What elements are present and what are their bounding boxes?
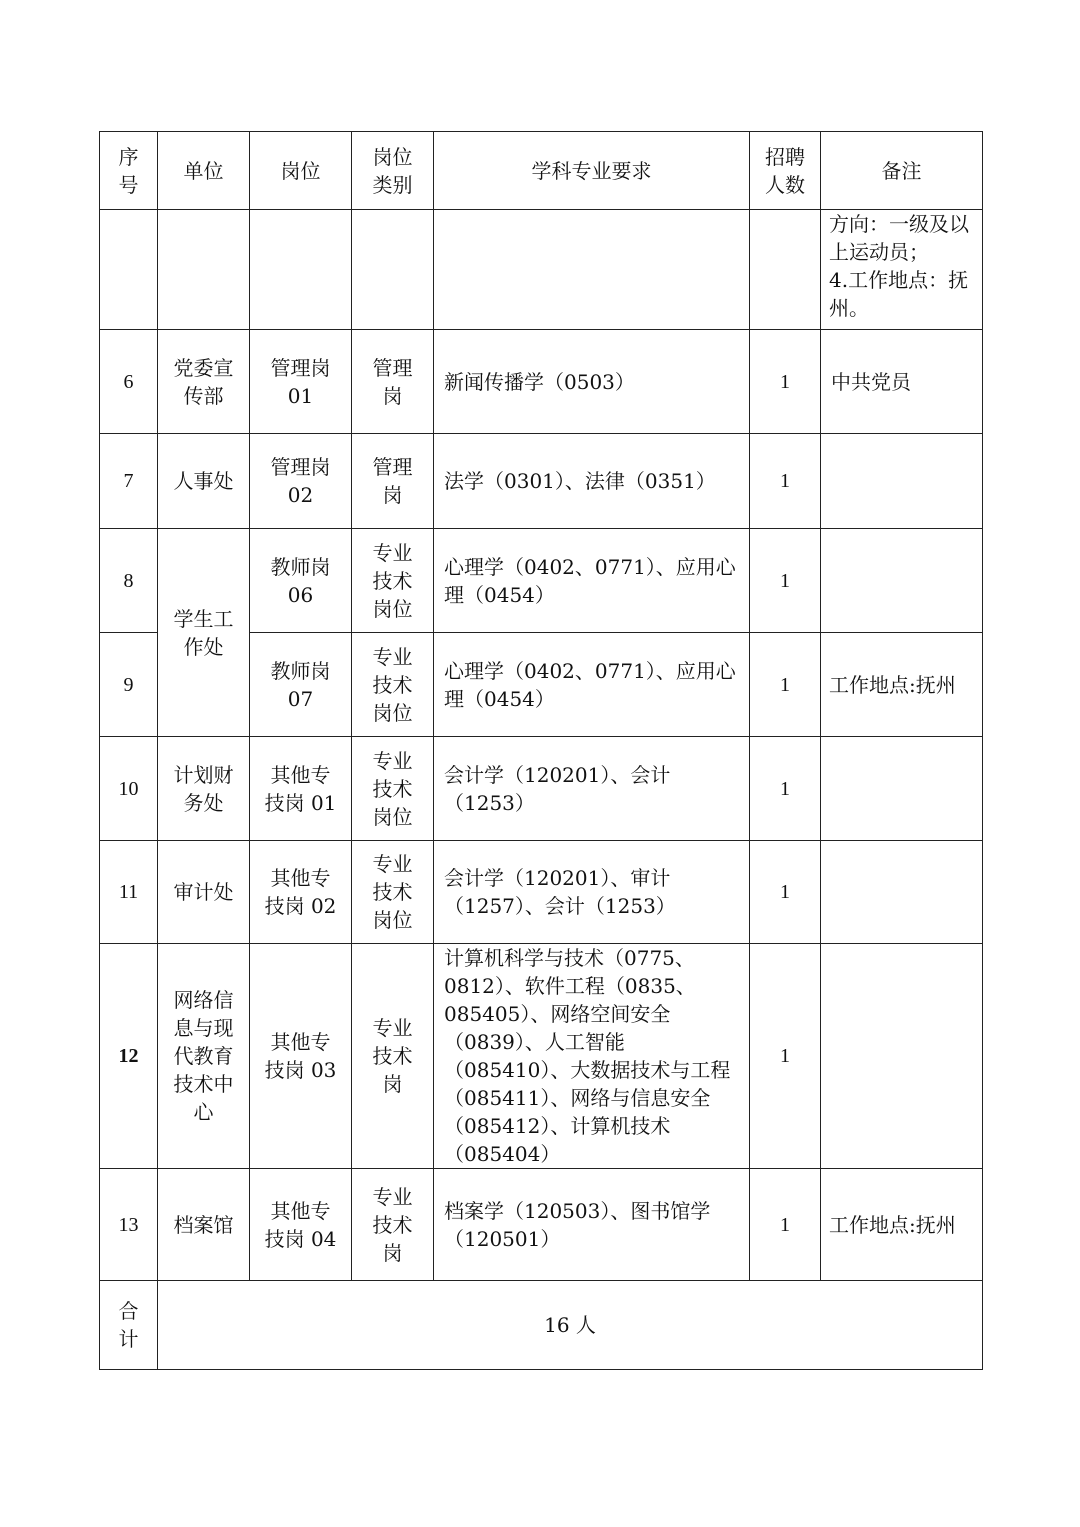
cell-seq: 12: [100, 944, 158, 1169]
header-major: 学科专业要求: [434, 132, 750, 210]
cell-unit: 党委宣 传部: [158, 330, 250, 434]
cell-category: 专业 技术 岗位: [352, 529, 434, 633]
header-post: 岗位: [250, 132, 352, 210]
cell-category: 管理 岗: [352, 434, 434, 529]
cell-seq: 10: [100, 737, 158, 841]
cell-count: 1: [750, 434, 821, 529]
table-row: [100, 944, 983, 1169]
cell-unit: 人事处: [158, 434, 250, 529]
cell-seq: 7: [100, 434, 158, 529]
cell-major: 心理学（0402、0771）、应用心理（0454）: [434, 633, 750, 737]
cell-count: 1: [750, 737, 821, 841]
cell-post: 管理岗 01: [250, 330, 352, 434]
cell-category: 专业 技术 岗位: [352, 737, 434, 841]
cell-major: 心理学（0402、0771）、应用心理（0454）: [434, 529, 750, 633]
cell-major: 会计学（120201）、审计（1257）、会计（1253）: [434, 841, 750, 944]
cell-remark: 方向：一级及以 上运动员； 4.工作地点：抚 州。: [821, 210, 983, 330]
cell-unit: 学生工 作处: [158, 529, 250, 737]
cell-post: 其他专 技岗 03: [250, 944, 352, 1169]
cell-count: 1: [750, 1169, 821, 1281]
table-row: [100, 737, 983, 841]
total-row: [100, 1281, 983, 1370]
table-row: [100, 434, 983, 529]
table-row: [100, 841, 983, 944]
cell-seq: 8: [100, 529, 158, 633]
cell-category: 专业 技术 岗: [352, 944, 434, 1169]
cell-count: 1: [750, 330, 821, 434]
table-row: [100, 210, 983, 330]
cell-count: [750, 210, 821, 330]
cell-remark: [821, 434, 983, 529]
cell-seq: 9: [100, 633, 158, 737]
cell-major: [434, 210, 750, 330]
cell-remark: [821, 529, 983, 633]
cell-seq: 6: [100, 330, 158, 434]
cell-major: 会计学（120201）、会计（1253）: [434, 737, 750, 841]
cell-count: 1: [750, 633, 821, 737]
cell-unit: 审计处: [158, 841, 250, 944]
cell-remark: 工作地点:抚州: [821, 1169, 983, 1281]
cell-major: 计算机科学与技术（0775、0812）、软件工程（0835、085405）、网络空间安全（0839）、人工智能（085410）、大数据技术与工程（085411）、网络与信息安全（085412）、计算机技术（085404）: [434, 944, 750, 1169]
total-label: 合 计: [100, 1281, 158, 1370]
cell-major: 档案学（120503）、图书馆学（120501）: [434, 1169, 750, 1281]
cell-count: 1: [750, 841, 821, 944]
table-row: [100, 1169, 983, 1281]
cell-remark: [821, 737, 983, 841]
cell-unit: 档案馆: [158, 1169, 250, 1281]
cell-unit: 网络信 息与现 代教育 技术中 心: [158, 944, 250, 1169]
total-value: 16 人: [158, 1281, 983, 1370]
cell-category: 专业 技术 岗位: [352, 841, 434, 944]
cell-remark: [821, 841, 983, 944]
cell-unit: 计划财 务处: [158, 737, 250, 841]
header-seq: 序 号: [100, 132, 158, 210]
cell-remark: 中共党员: [821, 330, 983, 434]
cell-remark: [821, 944, 983, 1169]
cell-post: 教师岗 06: [250, 529, 352, 633]
header-unit: 单位: [158, 132, 250, 210]
cell-major: 法学（0301）、法律（0351）: [434, 434, 750, 529]
header-count: 招聘 人数: [750, 132, 821, 210]
cell-post: 教师岗 07: [250, 633, 352, 737]
table-row: [100, 529, 983, 633]
table-row: [100, 330, 983, 434]
cell-category: [352, 210, 434, 330]
cell-seq: 13: [100, 1169, 158, 1281]
header-remark: 备注: [821, 132, 983, 210]
header-category: 岗位 类别: [352, 132, 434, 210]
cell-seq: [100, 210, 158, 330]
cell-count: 1: [750, 529, 821, 633]
recruitment-table: [99, 131, 983, 1370]
cell-remark: 工作地点:抚州: [821, 633, 983, 737]
cell-post: 其他专 技岗 04: [250, 1169, 352, 1281]
cell-post: 管理岗 02: [250, 434, 352, 529]
cell-category: 专业 技术 岗位: [352, 633, 434, 737]
cell-unit: [158, 210, 250, 330]
cell-major: 新闻传播学（0503）: [434, 330, 750, 434]
cell-seq: 11: [100, 841, 158, 944]
header-row: [100, 132, 983, 210]
cell-post: 其他专 技岗 02: [250, 841, 352, 944]
cell-category: 管理 岗: [352, 330, 434, 434]
cell-post: 其他专 技岗 01: [250, 737, 352, 841]
cell-post: [250, 210, 352, 330]
cell-category: 专业 技术 岗: [352, 1169, 434, 1281]
cell-count: 1: [750, 944, 821, 1169]
